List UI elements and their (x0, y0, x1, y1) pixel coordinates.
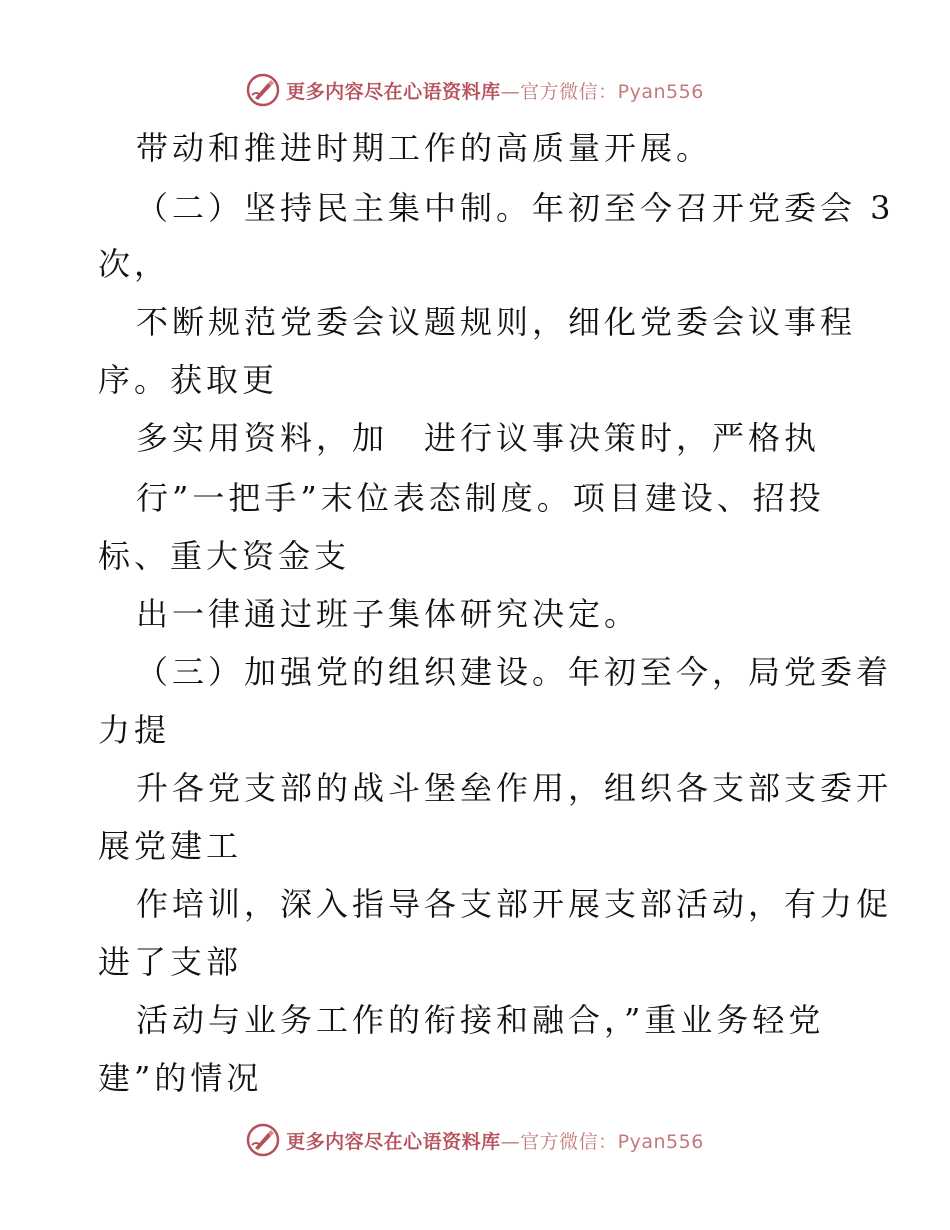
header-dash: — (500, 80, 521, 103)
footer-site-text: 更多内容尽在心语资料库 (286, 1130, 501, 1153)
pen-logo-icon (246, 1123, 280, 1157)
text-line-15: 进了支部 (98, 943, 243, 981)
footer-dash: — (500, 1130, 521, 1153)
text-line-1: 带动和推进时期工作的高质量开展。 (136, 129, 713, 167)
text-line-5: 序。获取更 (98, 361, 279, 399)
text-line-6: 多实用资料，加 进行议事决策时，严格执 (136, 419, 821, 457)
text-line-8: 标、重大资金支 (98, 537, 351, 575)
text-line-14: 作培训，深入指导各支部开展支部活动，有力促 (136, 885, 893, 923)
text-line-3: 次， (98, 245, 171, 283)
text-line-4: 不断规范党委会议题规则，细化党委会议事程 (136, 303, 857, 341)
text-line-9: 出一律通过班子集体研究决定。 (136, 595, 641, 633)
footer-wechat-text: 官方微信：Pyan556 (520, 1130, 704, 1153)
header-banner (0, 70, 950, 110)
text-line-7: 行”一把手”末位表态制度。项目建设、招投 (136, 479, 825, 517)
footer-banner-inner (246, 1123, 704, 1157)
text-line-10: （三）加强党的组织建设。年初至今，局党委着 (136, 653, 893, 691)
text-line-11: 力提 (98, 711, 171, 749)
header-wechat-text: 官方微信：Pyan556 (520, 80, 704, 103)
footer-text (286, 1127, 704, 1154)
header-site-text: 更多内容尽在心语资料库 (286, 80, 501, 103)
header-text (286, 77, 704, 104)
text-line-12: 升各党支部的战斗堡垒作用，组织各支部支委开 (136, 769, 893, 807)
text-line-13: 展党建工 (98, 827, 243, 865)
text-line-16: 活动与业务工作的衔接和融合，”重业务轻党 (136, 1001, 825, 1039)
footer-banner (0, 1120, 950, 1160)
header-banner-inner (246, 73, 704, 107)
pen-logo-icon (246, 73, 280, 107)
text-line-2: （二）坚持民主集中制。年初至今召开党委会 3 (136, 189, 895, 227)
text-line-17: 建”的情况 (98, 1059, 263, 1097)
